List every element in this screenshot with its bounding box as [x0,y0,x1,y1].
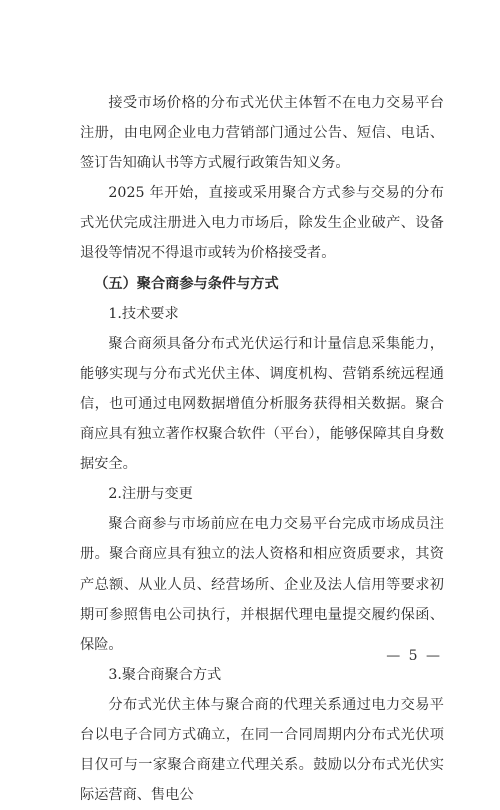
subheading-technical-requirements: 1.技术要求 [108,305,179,322]
paragraph-2025-registration: 2025 年开始，直接或采用聚合方式参与交易的分布式光伏完成注册进入电力市场后，除发生企业破产、设备退役等情况不得退市或转为价格接受者。 [80,185,444,262]
subheading-registration-change: 2.注册与变更 [108,486,193,503]
paragraph-registration-change: 聚合商参与市场前应在电力交易平台完成市场成员注册。聚合商应具有独立的法人资格和相应资质要求，其资产总额、从业人员、经营场所、企业及法人信用等要求初期可参照售电公司执行，并根据代理电量提交履约保函、保险。 [80,516,444,653]
paragraph-aggregation-method: 分布式光伏主体与聚合商的代理关系通过电力交易平台以电子合同方式确立，在同一合同周期内分布式光伏项目仅可与一家聚合商建立代理关系。鼓励以分布式光伏实际运营商、售电公 [80,696,444,804]
section-heading-aggregator: （五）聚合商参与条件与方式 [94,275,279,292]
paragraph-price-taker-notice: 接受市场价格的分布式光伏主体暂不在电力交易平台注册，由电网企业电力营销部门通过公告、短信、电话、签订告知确认书等方式履行政策告知义务。 [80,95,444,172]
subheading-aggregation-method: 3.聚合商聚合方式 [108,666,222,683]
document-body [80,88,444,810]
paragraph-technical-requirements: 聚合商须具备分布式光伏运行和计量信息采集能力，能够实现与分布式光伏主体、调度机构、营销系统远程通信，也可通过电网数据增值分析服务获得相关数据。聚合商应具有独立著作权聚合软件（平台），能够保障其自身数据安全。 [80,335,444,473]
page-number: — 5 — [386,648,442,664]
